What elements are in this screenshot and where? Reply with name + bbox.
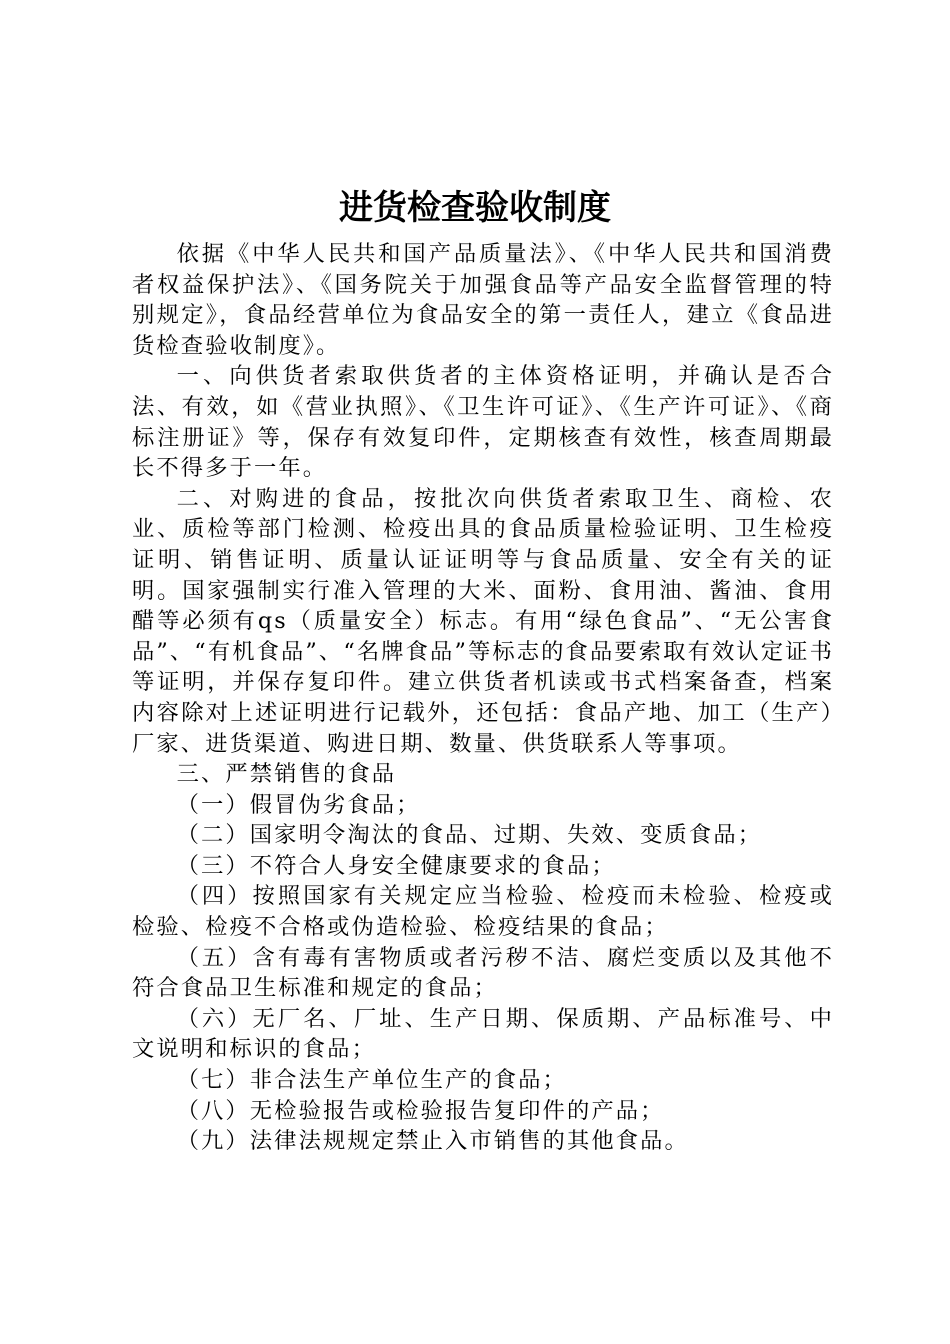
list-item: （二）国家明令淘汰的食品、过期、失效、变质食品；: [176, 822, 763, 849]
list-item: （九）法律法规规定禁止入市销售的其他食品。: [176, 1128, 689, 1155]
paragraph-basis: 依据《中华人民共和国产品质量法》、《中华人民共和国消费者权益保护法》、《国务院关于加强食品等产品安全监督管理的特别规定》，食品经营单位为食品安全的第一责任人，建立《食品进货检查验收制度》。: [132, 241, 834, 359]
document-body: [132, 239, 834, 1157]
list-item: （七）非合法生产单位生产的食品；: [176, 1067, 567, 1094]
paragraph-supplier-qualification: 一、向供货者索取供货者的主体资格证明，并确认是否合法、有效，如《营业执照》、《卫生许可证》、《生产许可证》、《商标注册证》等，保存有效复印件，定期核查有效性，核查周期最长不得多于一年。: [132, 363, 834, 482]
list-item: （四）按照国家有关规定应当检验、检疫而未检验、检疫或检验、检疫不合格或伪造检验、检疫结果的食品；: [132, 883, 834, 941]
paragraph-inspection-certificates: 二、对购进的食品，按批次向供货者索取卫生、商检、农业、质检等部门检测、检疫出具的食品质量检验证明、卫生检疫证明、销售证明、质量认证证明等与食品质量、安全有关的证明。国家强制实行准入管理的大米、面粉、食用油、酱油、食用醋等必须有qs（质量安全）标志。有用“绿色食品”、“无公害食品”、“有机食品”、“名牌食品”等标志的食品要索取有效认定证书等证明，并保存复印件。建立供货者机读或书式档案备查，档案内容除对上述证明进行记载外，还包括：食品产地、加工（生产）厂家、进货渠道、购进日期、数量、供货联系人等事项。: [132, 485, 834, 757]
list-item: （八）无检验报告或检验报告复印件的产品；: [176, 1097, 665, 1124]
list-item: （五）含有毒有害物质或者污秽不洁、腐烂变质以及其他不符合食品卫生标准和规定的食品；: [132, 944, 834, 1002]
document-title: 进货检查验收制度: [339, 188, 611, 228]
list-item: （一）假冒伪劣食品；: [176, 791, 421, 818]
list-item: （三）不符合人身安全健康要求的食品；: [176, 852, 616, 879]
section-heading-prohibited-foods: 三、严禁销售的食品: [176, 761, 397, 788]
list-item: （六）无厂名、厂址、生产日期、保质期、产品标准号、中文说明和标识的食品；: [132, 1005, 834, 1063]
